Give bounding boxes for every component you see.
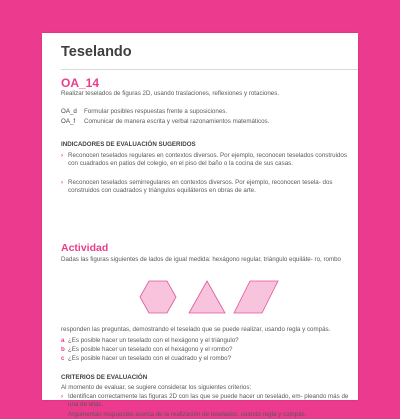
criteria-item xyxy=(61,411,353,419)
indicators-heading: INDICADORES DE EVALUACIÓN SUGERIDOS xyxy=(61,141,196,148)
shapes-illustration xyxy=(42,279,358,315)
page-title: Teselando xyxy=(61,44,132,60)
question-text: ¿Es posible hacer un teselado con el cuadrado y el rombo? xyxy=(68,355,232,362)
skill-row-d xyxy=(61,108,351,116)
question-a xyxy=(61,337,351,345)
skill-text: Formular posibles respuestas frente a suposiciones. xyxy=(84,108,228,115)
oa-code-heading: OA_14 xyxy=(61,76,100,90)
skill-code: OA_d xyxy=(61,108,77,115)
criteria-intro: Al momento de evaluar, se sugiere considerar los siguientes criterios: xyxy=(61,384,252,391)
triangle-shape xyxy=(189,281,225,313)
indicator-item xyxy=(61,179,353,196)
question-text: ¿Es posible hacer un teselado con el hexágono y el rombo? xyxy=(68,346,233,353)
activity-intro: Dadas las figuras siguientes de lados de igual medida: hexágono regular, triángulo equiláte- ro, rombo xyxy=(61,256,341,263)
document-page xyxy=(42,33,358,418)
chevron-right-icon: › xyxy=(61,393,64,400)
chevron-right-icon: › xyxy=(61,152,64,159)
activity-heading: Actividad xyxy=(61,242,109,254)
skill-row-f xyxy=(61,118,351,126)
activity-followup: responden las preguntas, demostrando el teselado que se puede realizar, usando regla y compás. xyxy=(61,326,331,333)
hexagon-shape xyxy=(140,281,176,313)
question-b xyxy=(61,346,351,354)
criteria-text: Identifican correctamente las figuras 2D con las que se puede hacer un teselado, em- pleando más de una de ellas. xyxy=(68,393,349,409)
indicator-text: Reconocen teselados regulares en contextos diversos. Por ejemplo, reconocen teselados construidos con cuadrados en patios del colegio, en el piso del baño o la cocina de sus casas. xyxy=(68,152,347,168)
title-divider xyxy=(61,69,358,70)
skill-code: OA_f xyxy=(61,118,76,125)
criteria-text: Argumentan respuestas acerca de la realización de teselados, usando regla y compás. xyxy=(68,411,307,418)
rhombus-shape xyxy=(234,281,278,313)
question-letter: c xyxy=(61,355,65,362)
question-letter: a xyxy=(61,337,65,344)
criteria-heading: CRITERIOS DE EVALUACIÓN xyxy=(61,374,148,381)
chevron-right-icon: › xyxy=(61,179,64,186)
question-letter: b xyxy=(61,346,65,353)
question-text: ¿Es posible hacer un teselado con el hexágono y el triángulo? xyxy=(68,337,239,344)
chevron-right-icon: › xyxy=(61,411,64,418)
indicator-item xyxy=(61,152,353,169)
criteria-item xyxy=(61,393,353,410)
skill-text: Comunicar de manera escrita y verbal razonamientos matemáticos. xyxy=(84,118,270,125)
question-c xyxy=(61,355,351,363)
oa-description: Realizar teselados de figuras 2D, usando traslaciones, reflexiones y rotaciones. xyxy=(61,90,280,97)
indicator-text: Reconocen teselados semirregulares en contextos diversos. Por ejemplo, reconocen tesela- dos construidos con cuadrados y triángulos equiláteros en obras de arte. xyxy=(68,179,333,195)
